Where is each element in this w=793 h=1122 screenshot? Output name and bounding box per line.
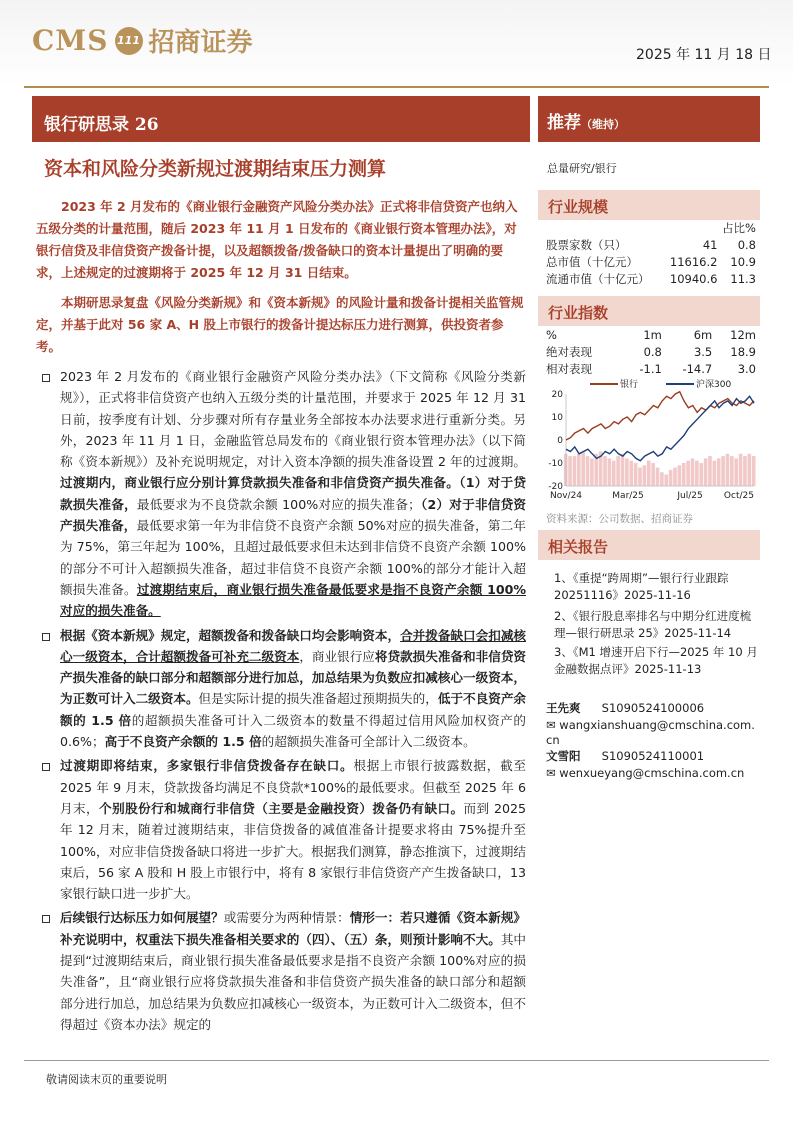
legend-hs300-label: 沪深300	[696, 380, 732, 390]
cell: 股票家数（只）	[546, 237, 627, 252]
bullet-2-text-c: ，商业银行应	[299, 648, 375, 664]
relative-bar	[730, 456, 734, 486]
table-row	[546, 253, 756, 270]
cell: 41	[702, 237, 718, 252]
scale-head: 占比%	[722, 220, 756, 235]
bullet-4-text-a: 后续银行达标压力如何展望？	[60, 910, 224, 926]
relative-bar	[625, 458, 629, 486]
logo-badge-icon: 111	[115, 27, 143, 55]
cell: 3.5	[693, 344, 713, 359]
bullet-1-text-b: 过渡期内，商业银行应分别计算贷款损失准备和非信贷资产损失准备。（1）对于贷款损失准备，	[60, 475, 526, 512]
bullet-1-text-e: 最低要求第一年为非信贷不良资产余额 50%对应的损失准备，第二年为 75%，第三年起为 100%，且超过最低要求但未达到非信贷不良资产余额 100%的部分不可计入超额损失准备，超过非信贷不良资产余额 100%的部分才能计入超额损失准备。	[60, 518, 526, 597]
cell: 总市值（十亿元）	[546, 254, 638, 269]
relative-bar	[721, 456, 725, 486]
bullet-3-text-a: 过渡期即将结束，多家银行非信贷拨备存在缺口。	[60, 758, 354, 774]
cell: 流通市值（十亿元）	[546, 271, 650, 286]
x-tick-label: Oct/25	[723, 491, 754, 501]
rating-note: （维持）	[581, 118, 625, 131]
table-row	[546, 360, 756, 377]
bullet-2-text-b: 合并拨备缺口会扣减核心一级资本，合计超额拨备可补充二级资本	[60, 627, 527, 664]
analyst-1-email-cont: cn	[546, 733, 560, 747]
relative-bar	[608, 458, 612, 486]
cell: 绝对表现	[546, 344, 592, 359]
bullet-3	[36, 755, 526, 904]
email-icon: ✉	[546, 718, 556, 732]
relative-bar	[568, 456, 572, 486]
bullet-2-text-g: 的超额损失准备可计入二级资本的数量不得超过信用风险加权资产的 0.6%；	[60, 712, 526, 750]
relative-bar	[629, 461, 633, 486]
relative-bar	[581, 452, 585, 487]
relative-bar	[586, 456, 590, 486]
cell: -14.7	[682, 361, 713, 376]
y-tick-label: 10	[551, 413, 563, 423]
relative-bar	[612, 461, 616, 486]
relative-bar	[643, 465, 647, 486]
bullet-4-text-d: 其中提到“过渡期结束后，商业银行损失准备最低要求是指不良资产余额 100%对应的损失准备”，且“商业银行应将贷款损失准备和非信贷资产损失准备的缺口部分和超额部分进行加总，加总结果为负数应扣减核心一级资本，为正数可计入二级资本，但不得超过《资本办法》规定的	[60, 931, 527, 1032]
analyst-name: 文雪阳	[546, 749, 581, 763]
bullet-2-text-i: 的超额损失准备可全部计入二级资本。	[261, 734, 476, 750]
abstract-para-2: 本期研思录复盘《风险分类新规》和《资本新规》的风险计量和拨备计提相关监管规定，并基于此对 56 家 A、H 股上市银行的拨备计提达标压力进行测算，供投资者参考。	[36, 295, 524, 354]
relative-bar	[734, 458, 738, 486]
scale-title: 行业规模	[548, 198, 609, 216]
relative-bar	[682, 463, 686, 486]
relative-bar	[713, 461, 717, 486]
x-tick-label: Mar/25	[612, 491, 644, 501]
relative-bar	[695, 461, 699, 486]
analyst-email[interactable]: wenxueyang@cmschina.com.cn	[559, 766, 745, 780]
relative-bar	[590, 458, 594, 486]
cell: %	[546, 327, 557, 342]
report-item-2[interactable]: 2、《银行股息率排名与中期分红进度梳理—银行研思录 25》2025-11-14	[554, 609, 752, 640]
relative-bar	[573, 456, 577, 486]
bullet-4-text-c: 情形一：若只遵循《资本新规》补充说明中，权重法下损失准备相关要求的（四）、（五）条，则预计影响不大。	[60, 910, 527, 947]
relative-bar	[704, 458, 708, 486]
table-row	[546, 343, 756, 360]
series-line	[566, 396, 754, 460]
bullet-2	[36, 625, 526, 753]
relative-bar	[673, 468, 677, 486]
x-tick-label: Jul/25	[677, 491, 703, 501]
headline: 资本和风险分类新规过渡期结束压力测算	[44, 158, 387, 180]
relative-bar	[664, 475, 668, 487]
footer-note: 敬请阅读末页的重要说明	[46, 1073, 167, 1086]
relative-bar	[739, 454, 743, 486]
report-item-3[interactable]: 3、《M1 增速开启下行—2025 年 10 月金融数据点评》2025-11-13	[554, 645, 758, 676]
bullet-1-text-a: 2023 年 2 月发布的《商业银行金融资产风险分类办法》（下文简称《风险分类新规》），正式将非信贷资产也纳入五级分类的计量范围，并要求于 2025 年 12 月 31 日前，按季度有计划、分步骤对所有存量业务全部按本办法要求进行重新分类。另外，2023 年 11 月 1 日，金融监管总局发布的《商业银行资本管理办法》（以下简称《资本新规》）及补充说明规定，对计入资本净额的损失准备设置 2 年的过渡期。	[60, 369, 526, 470]
relative-bar	[717, 458, 721, 486]
bullet-2-text-e: 但是实际计提的损失准备超过预期损失的，	[198, 691, 438, 707]
bullet-2-text-a: 根据《资本新规》规定，超额拨备和拨备缺口均会影响资本，	[60, 627, 401, 643]
y-tick-label: 0	[557, 436, 563, 446]
cell: 10.9	[730, 254, 756, 269]
email-icon: ✉	[546, 766, 556, 780]
y-tick-label: 20	[551, 390, 563, 400]
analyst-2	[546, 748, 704, 764]
table-row	[546, 270, 756, 287]
relative-bar	[577, 454, 581, 486]
bullet-1-text-f: 过渡期结束后，商业银行损失准备最低要求是指不良资产余额 100%对应的损失准备。	[60, 581, 527, 619]
relative-bar	[686, 461, 690, 486]
cell: 1m	[643, 327, 662, 342]
cell: 11.3	[730, 271, 756, 286]
bullet-4-text-b: 或需要分为两种情景：	[223, 910, 350, 926]
abstract	[36, 196, 524, 358]
research-tag: 总量研究/银行	[547, 162, 617, 175]
bullet-2-text-d: 将贷款损失准备和非信贷资产损失准备的缺口部分和超额部分进行加总，加总结果为负数应扣减核心一级资本，为正数可计入二级资本。	[60, 648, 527, 707]
cell: -1.1	[639, 361, 662, 376]
rating-label	[547, 108, 625, 133]
bullet-2-text-h: 高于不良资产余额的 1.5 倍	[104, 734, 262, 750]
y-tick-label: -10	[548, 459, 563, 469]
logo-cn-text: 招商证券	[148, 28, 253, 58]
bullet-3-text-c: 个别股份行和城商行非信贷（主要是金融投资）拨备仍有缺口。	[99, 800, 464, 816]
x-tick-label: Nov/24	[549, 491, 583, 501]
analyst-1	[546, 700, 704, 716]
relative-bar	[747, 454, 751, 486]
cell: 0.8	[737, 237, 756, 252]
analyst-2-email[interactable]	[546, 766, 744, 780]
reports-title: 相关报告	[548, 538, 609, 556]
relative-bar	[651, 463, 655, 486]
series-title: 银行研思录 26	[44, 115, 159, 135]
y-tick-label: -20	[548, 482, 563, 492]
chart-source: 资料来源：公司数据、招商证券	[546, 513, 693, 525]
report-date: 2025 年 11 月 18 日	[636, 47, 772, 63]
cell: 0.8	[643, 344, 662, 359]
header-divider	[24, 86, 769, 88]
index-title: 行业指数	[548, 304, 609, 322]
relative-bar	[647, 461, 651, 486]
bullet-2-text-f: 低于不良资产余额的 1.5 倍	[60, 691, 527, 728]
bullet-1-text-c: 最低要求为不良贷款余额 100%对应的损失准备；	[136, 496, 421, 512]
analyst-name: 王先爽	[546, 701, 581, 715]
relative-bar	[691, 458, 695, 486]
relative-bar	[752, 456, 756, 486]
relative-bar	[660, 472, 664, 486]
relative-bar	[699, 463, 703, 486]
logo-cms-text: CMS	[32, 24, 109, 57]
body-bullets	[36, 366, 526, 1035]
analyst-code: S1090524110001	[601, 749, 705, 763]
cell: 11616.2	[669, 254, 718, 269]
bullet-3-text-b: 根据上市银行披露数据，截至 2025 年 9 月末，贷款拨备均满足不良贷款*100%的最低要求。但截至 2025 年 6 月末，	[60, 758, 527, 816]
relative-bar	[708, 456, 712, 486]
cms-logo	[32, 22, 253, 59]
rating-text: 推荐	[547, 113, 581, 133]
cell: 18.9	[730, 344, 756, 359]
relative-bar	[616, 456, 620, 486]
relative-bar	[726, 454, 730, 486]
scale-table	[546, 219, 756, 287]
report-item-1[interactable]: 1、《重提“跨周期”—银行行业跟踪 20251116》2025-11-16	[554, 571, 729, 602]
cell: 3.0	[737, 361, 756, 376]
cell: 6m	[693, 327, 713, 342]
bullet-4	[36, 907, 526, 1035]
relative-bar	[638, 468, 642, 486]
analyst-code: S1090524100006	[601, 701, 705, 715]
relative-bar	[634, 463, 638, 486]
relative-bar	[743, 456, 747, 486]
legend-bank-label: 银行	[620, 380, 639, 390]
relative-bar	[621, 454, 625, 486]
analyst-1-email[interactable]	[546, 718, 755, 732]
relative-bar	[656, 468, 660, 486]
analyst-email[interactable]: wangxianshuang@cmschina.com.	[559, 718, 755, 732]
cell: 12m	[730, 327, 756, 342]
footer-divider	[24, 1060, 769, 1061]
bullet-1	[36, 366, 526, 622]
table-row	[546, 236, 756, 253]
bullet-3-text-d: 而到 2025 年 12 月末，随着过渡期结束，非信贷拨备的减值准备计提要求将由 75%提升至 100%，对应非信贷拨备缺口将进一步扩大。根据我们测算，静态推演下，过渡期结束后，56 家 A 股和 H 股上市银行中，将有 8 家银行非信贷资产产生拨备缺口，13 家银行缺口进一步扩大。	[60, 800, 526, 902]
relative-bar	[678, 465, 682, 486]
bullet-1-text-d: （2）对于非信贷资产损失准备，	[60, 496, 526, 534]
abstract-para-1: 2023 年 2 月发布的《商业银行金融资产风险分类办法》正式将非信贷资产也纳入五级分类的计量范围，随后 2023 年 11 月 1 日发布的《商业银行资本管理办法》，对银行信贷及非信贷资产拨备计提，以及超额拨备/拨备缺口的资本计量提出了明确的要求，上述规定的过渡期将于 2025 年 12 月 31 日结束。	[36, 199, 518, 280]
cell: 相对表现	[546, 361, 592, 376]
relative-bar	[669, 470, 673, 486]
index-table	[546, 326, 756, 377]
relative-bar	[603, 456, 607, 486]
cell: 10940.6	[669, 271, 718, 286]
index-chart	[540, 376, 762, 506]
series-line	[566, 392, 754, 440]
